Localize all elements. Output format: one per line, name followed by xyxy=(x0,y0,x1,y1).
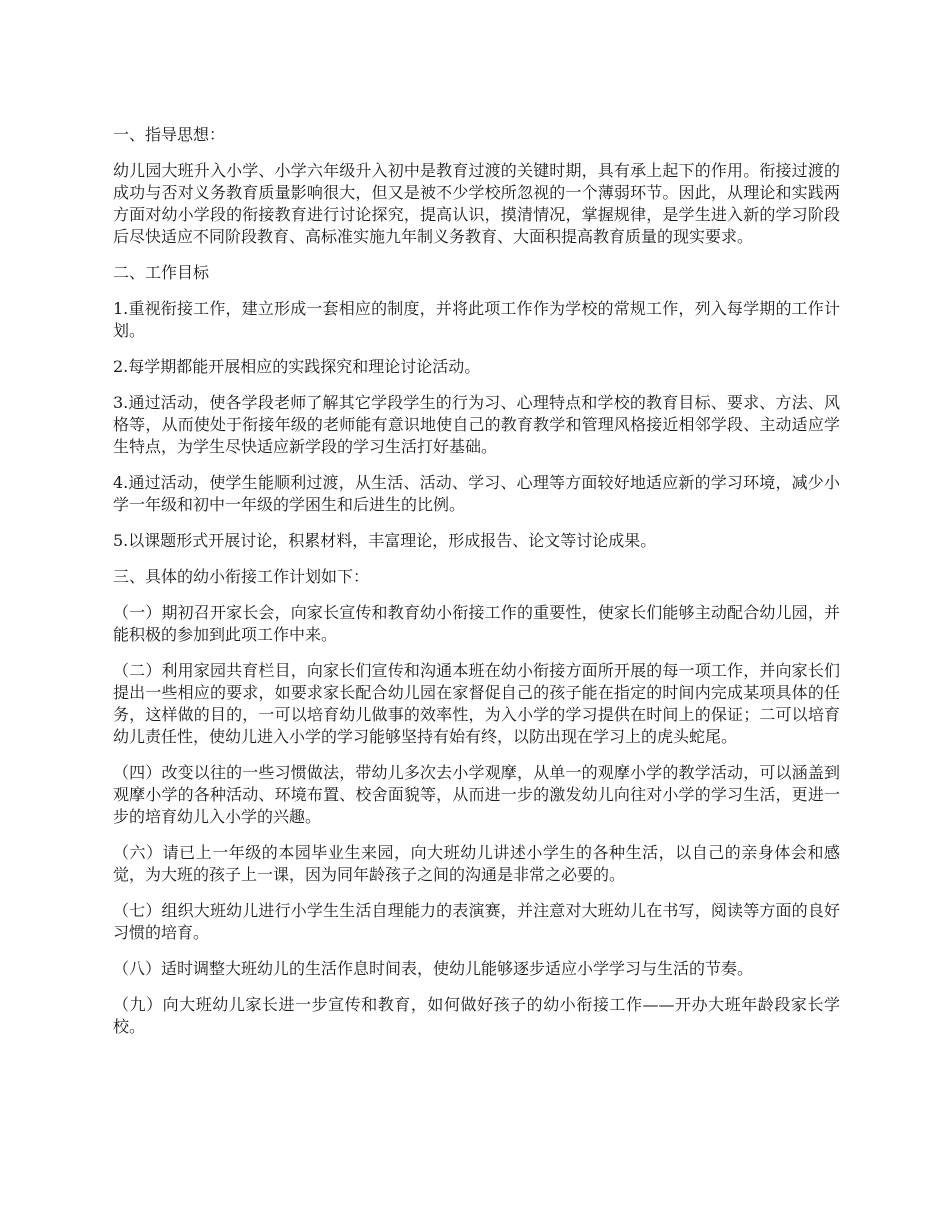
goal-item-4: 4.通过活动，使学生能顺利过渡，从生活、活动、学习、心理等方面较好地适应新的学习环境，减少小学一年级和初中一年级的学困生和后进生的比例。 xyxy=(113,473,840,514)
plan-item-7: （七）组织大班幼儿进行小学生生活自理能力的表演赛，并注意对大班幼儿在书写，阅读等方面的良好习惯的培育。 xyxy=(113,901,840,942)
plan-item-9: （九）向大班幼儿家长进一步宣传和教育，如何做好孩子的幼小衔接工作——开办大班年龄段家长学校。 xyxy=(113,995,840,1036)
goal-item-5: 5.以课题形式开展讨论，积累材料，丰富理论，形成报告、论文等讨论成果。 xyxy=(113,531,657,550)
section-heading-guiding-thought: 一、指导思想： xyxy=(113,125,226,144)
document-body xyxy=(113,124,840,1052)
goal-item-1: 1.重视衔接工作，建立形成一套相应的制度，并将此项工作作为学校的常规工作，列入每学期的工作计划。 xyxy=(113,299,840,340)
plan-item-2: （二）利用家园共育栏目，向家长们宣传和沟通本班在幼小衔接方面所开展的每一项工作，并向家长们提出一些相应的要求，如要求家长配合幼儿园在家督促自己的孩子能在指定的时间内完成某项具体的任务，这样做的目的，一可以培育幼儿做事的效率性，为入小学的学习提供在时间上的保证；二可以培育幼儿责任性，使幼儿进入小学的学习能够坚持有始有终，以防出现在学习上的虎头蛇尾。 xyxy=(113,661,840,746)
section-heading-plan: 三、具体的幼小衔接工作计划如下： xyxy=(113,567,370,586)
section-heading-work-goals: 二、工作目标 xyxy=(113,263,210,282)
plan-item-8: （八）适时调整大班幼儿的生活作息时间表，使幼儿能够逐步适应小学学习与生活的节奏。 xyxy=(113,959,754,978)
plan-item-4: （四）改变以往的一些习惯做法，带幼儿多次去小学观摩，从单一的观摩小学的教学活动，可以涵盖到观摩小学的各种活动、环境布置、校舍面貌等，从而进一步的激发幼儿向往对小学的学习生活，更进一步的培育幼儿入小学的兴趣。 xyxy=(113,763,840,826)
plan-item-6: （六）请已上一年级的本园毕业生来园，向大班幼儿讲述小学生的各种生活，以自己的亲身体会和感觉，为大班的孩子上一课，因为同年龄孩子之间的沟通是非常之必要的。 xyxy=(113,843,840,884)
goal-item-2: 2.每学期都能开展相应的实践探究和理论讨论活动。 xyxy=(113,357,481,376)
goal-item-3: 3.通过活动，使各学段老师了解其它学段学生的行为习、心理特点和学校的教育目标、要求、方法、风格等，从而使处于衔接年级的老师能有意识地使自己的教育教学和管理风格接近相邻学段、主动适应学生特点，为学生尽快适应新学段的学习生活打好基础。 xyxy=(113,393,840,456)
paragraph-guiding-thought: 幼儿园大班升入小学、小学六年级升入初中是教育过渡的关键时期，具有承上起下的作用。衔接过渡的成功与否对义务教育质量影响很大，但又是被不少学校所忽视的一个薄弱环节。因此，从理论和实践两方面对幼小学段的衔接教育进行讨论探究，提高认识，摸清情况，掌握规律，是学生进入新的学习阶段后尽快适应不同阶段教育、高标准实施九年制义务教育、大面积提高教育质量的现实要求。 xyxy=(113,161,840,246)
plan-item-1: （一）期初召开家长会，向家长宣传和教育幼小衔接工作的重要性，使家长们能够主动配合幼儿园，并能积极的参加到此项工作中来。 xyxy=(113,603,840,644)
